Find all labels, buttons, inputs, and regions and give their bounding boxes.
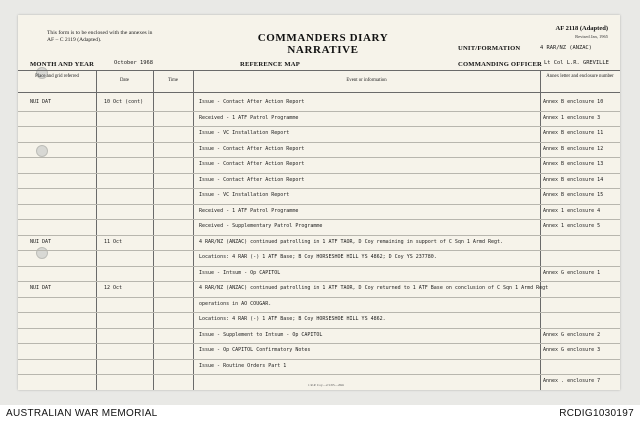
entry-rule bbox=[18, 328, 620, 329]
entry-annex: Annex B enclosure 11 bbox=[543, 130, 604, 136]
entry-event: Locations: 4 RAR (-) 1 ATF Base; B Coy HORSESHOE HILL YS 4862. bbox=[199, 316, 386, 322]
revision-date: Revised Jan, 1965 bbox=[575, 34, 608, 39]
entry-rule bbox=[18, 126, 620, 127]
month-label: MONTH AND YEAR bbox=[30, 61, 95, 68]
entry-annex: Annex . enclosure 7 bbox=[543, 378, 601, 384]
entry-event: Received - 1 ATF Patrol Programme bbox=[199, 114, 299, 121]
entry-rule bbox=[18, 359, 620, 360]
entry-event: Received - Supplementary Patrol Programme bbox=[199, 223, 323, 229]
entry-rule bbox=[18, 281, 620, 282]
column-divider-place bbox=[96, 70, 97, 390]
entry-rule bbox=[18, 390, 620, 391]
unit-value: 4 RAR/NZ (ANZAC) bbox=[540, 45, 592, 51]
entry-annex: Annex B enclosure 13 bbox=[543, 161, 604, 167]
entry-annex: Annex G enclosure 2 bbox=[543, 331, 601, 338]
unit-label: UNIT/FORMATION bbox=[458, 45, 521, 52]
reference-map-label: REFERENCE MAP bbox=[240, 61, 300, 68]
entry-event: Issue - Contact After Action Report bbox=[199, 145, 305, 152]
entry-event: Issue - Op CAPITOL Confirmatory Notes bbox=[199, 347, 311, 353]
entry-event: Received - 1 ATF Patrol Programme bbox=[199, 207, 299, 214]
entry-event: Issue - Routine Orders Part 1 bbox=[199, 362, 287, 369]
entry-event: Issue - Intsum - Op CAPITOL bbox=[199, 269, 281, 276]
entry-date: 12 Oct bbox=[104, 285, 123, 291]
entry-annex: Annex B enclosure 12 bbox=[543, 145, 604, 152]
column-divider-time bbox=[193, 70, 194, 390]
entry-rule bbox=[18, 297, 620, 298]
entry-event: Issue - Contact After Action Report bbox=[199, 99, 305, 105]
entry-rule bbox=[18, 343, 620, 344]
column-header-annex: Annex letter and enclosure number bbox=[546, 74, 614, 79]
entry-annex: Annex 1 enclosure 4 bbox=[543, 207, 601, 214]
punch-hole-middle bbox=[36, 145, 48, 157]
entry-rule bbox=[18, 312, 620, 313]
entry-place: NUI DAT bbox=[30, 285, 52, 291]
entry-rule bbox=[18, 250, 620, 251]
entry-annex: Annex 1 enclosure 3 bbox=[543, 114, 601, 121]
entry-rule bbox=[18, 142, 620, 143]
column-divider-event bbox=[540, 70, 541, 390]
entry-rule bbox=[18, 157, 620, 158]
punch-hole-bottom bbox=[36, 247, 48, 259]
entry-rule bbox=[18, 188, 620, 189]
entry-place: NUI DAT bbox=[30, 238, 52, 245]
column-header-event: Event or information bbox=[346, 78, 387, 83]
enclosure-note: This form is to be enclosed with the annexes in AF – C 2119 (Adapted). bbox=[47, 30, 153, 43]
header-top-rule bbox=[18, 70, 620, 71]
entry-rule bbox=[18, 235, 620, 236]
column-header-date: Date bbox=[119, 78, 130, 83]
entry-event: Issue - VC Installation Report bbox=[199, 192, 290, 198]
column-divider-date bbox=[153, 70, 154, 390]
archive-reference: RCDIG1030197 bbox=[559, 408, 634, 419]
entry-event: Issue - Contact After Action Report bbox=[199, 176, 305, 183]
entry-rule bbox=[18, 111, 620, 112]
entry-event: Issue - Contact After Action Report bbox=[199, 161, 305, 167]
entry-event: Issue - Supplement to Intsum - Op CAPITOL bbox=[199, 331, 323, 338]
column-header-place: Place and grid referred bbox=[35, 74, 79, 79]
archive-credit: AUSTRALIAN WAR MEMORIAL bbox=[6, 408, 158, 419]
form-number: AF 2118 (Adapted) bbox=[555, 25, 608, 32]
month-value: October 1968 bbox=[114, 60, 153, 66]
entry-rule bbox=[18, 266, 620, 267]
column-header-time: Time bbox=[168, 78, 178, 83]
entry-annex: Annex B enclosure 10 bbox=[543, 99, 604, 105]
entry-rule bbox=[18, 173, 620, 174]
entry-event: operations in AO COUGAR. bbox=[199, 300, 272, 307]
entry-annex: Annex B enclosure 15 bbox=[543, 192, 604, 198]
entry-date: 10 Oct (cont) bbox=[104, 99, 144, 105]
commanding-officer-label: COMMANDING OFFICER bbox=[458, 61, 542, 68]
diary-form-sheet bbox=[18, 15, 620, 390]
entry-annex: Annex G enclosure 3 bbox=[543, 347, 601, 353]
entry-event: Locations: 4 RAR (-) 1 ATF Base; B Coy HORSESHOE HILL YS 4862; D Coy YS 237780. bbox=[199, 254, 437, 260]
entry-rule bbox=[18, 374, 620, 375]
entry-event: 4 RAR/NZ (ANZAC) continued patrolling in 1 ATF TAOR, D Coy remaining in support of C Sqn 1 Armd Regt. bbox=[199, 238, 504, 245]
entry-date: 11 Oct bbox=[104, 238, 123, 245]
entry-rule bbox=[18, 219, 620, 220]
entry-annex: Annex B enclosure 14 bbox=[543, 176, 604, 183]
printer-footnote: 1 R.P. Coy—2/1/65—20m bbox=[308, 383, 344, 387]
entry-annex: Annex G enclosure 1 bbox=[543, 269, 601, 276]
form-title: COMMANDERS DIARY NARRATIVE bbox=[257, 32, 389, 56]
entry-place: NUI DAT bbox=[30, 99, 52, 105]
entry-rule bbox=[18, 204, 620, 205]
header-bottom-rule bbox=[18, 92, 620, 93]
entry-event: 4 RAR/NZ (ANZAC) continued patrolling in 1 ATF TAOR, D Coy returned to 1 ATF Base on conclusion of C Sqn 1 Armd Regt bbox=[199, 285, 549, 291]
entry-annex: Annex 1 enclosure 5 bbox=[543, 223, 601, 229]
commanding-officer-value: Lt Col L.R. GREVILLE bbox=[544, 60, 609, 66]
entry-event: Issue - VC Installation Report bbox=[199, 130, 290, 136]
